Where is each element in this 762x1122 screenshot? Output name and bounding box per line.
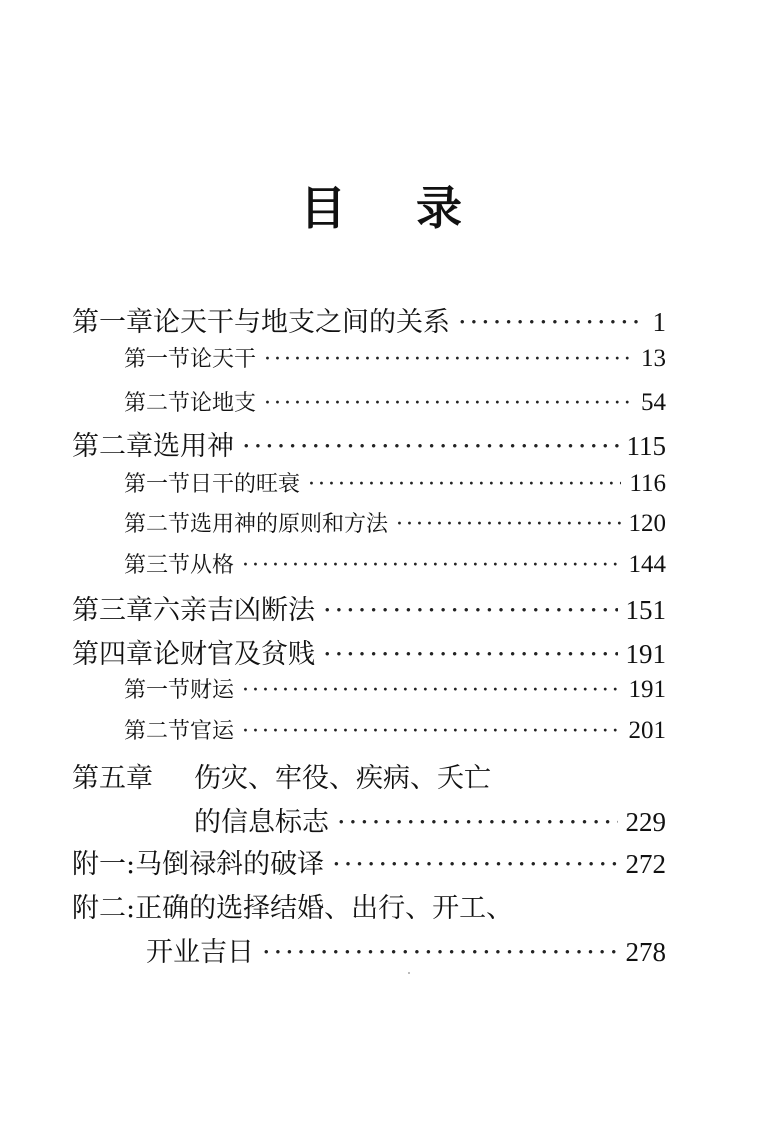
- toc-title-continued: 的信息标志: [194, 807, 329, 838]
- toc-label: 第三章: [72, 595, 153, 626]
- toc-label: 第四章: [72, 639, 153, 670]
- toc-page-number: 54: [641, 389, 666, 416]
- toc-entry[interactable]: [124, 386, 666, 417]
- toc-title: 论天干: [190, 347, 257, 372]
- toc-page-number: 278: [625, 937, 666, 967]
- toc-page-number: 1: [652, 307, 666, 337]
- toc-leader-dots: [242, 553, 620, 578]
- toc-label: 第二节: [124, 512, 191, 537]
- toc-entry[interactable]: [72, 588, 666, 627]
- toc-label: 第二节: [124, 719, 191, 744]
- toc-leader-dots: [262, 937, 618, 968]
- toc-entry[interactable]: [124, 714, 666, 745]
- toc-entry[interactable]: [194, 800, 666, 839]
- toc-page-number: 115: [626, 431, 666, 461]
- toc-entry[interactable]: [124, 467, 666, 498]
- toc-title: 伤灾、牢役、疾病、夭亡: [194, 763, 491, 794]
- toc-label: 附二:: [72, 893, 136, 924]
- toc-entry[interactable]: [72, 424, 666, 463]
- toc-title-continued: 开业吉日: [146, 937, 254, 968]
- toc-leader-dots: [242, 678, 620, 703]
- page-title: 目录: [300, 181, 532, 235]
- toc-entry[interactable]: [72, 300, 666, 339]
- toc-page-number: 13: [641, 345, 666, 372]
- toc-leader-dots: [323, 639, 618, 670]
- toc-title: 六亲吉凶断法: [153, 595, 315, 626]
- toc-entry-first-line[interactable]: [72, 756, 491, 795]
- toc-leader-dots: [323, 595, 618, 626]
- toc-entry[interactable]: [72, 632, 666, 671]
- toc-title: 论财官及贫贱: [153, 639, 315, 670]
- toc-page-number: 191: [625, 639, 666, 669]
- toc-page-number: 229: [625, 807, 666, 837]
- toc-page-number: 144: [628, 551, 666, 578]
- toc-leader-dots: [308, 472, 621, 497]
- toc-title: 正确的选择结婚、出行、开工、: [135, 893, 514, 924]
- toc-entry[interactable]: [124, 507, 666, 538]
- toc-title: 选用神: [153, 431, 234, 462]
- toc-title: 财运: [190, 678, 235, 703]
- toc-entry[interactable]: [72, 842, 666, 881]
- toc-label: 附一:: [72, 849, 136, 880]
- toc-leader-dots: [264, 347, 633, 372]
- toc-page-number: 191: [628, 676, 666, 703]
- toc-leader-dots: [242, 431, 619, 462]
- toc-page-number: 116: [629, 470, 666, 497]
- toc-page-number: 120: [628, 510, 666, 537]
- toc-label: 第二章: [72, 431, 153, 462]
- toc-title: 官运: [190, 719, 235, 744]
- toc-label: 第一节: [124, 472, 191, 497]
- toc-label: 第一章: [72, 307, 153, 338]
- toc-page-number: 272: [625, 849, 666, 879]
- toc-label: 第三节: [124, 553, 191, 578]
- toc-leader-dots: [242, 719, 620, 744]
- toc-title: 从格: [190, 553, 235, 578]
- toc-entry-first-line[interactable]: [72, 886, 513, 925]
- toc-leader-dots: [396, 512, 620, 537]
- scan-speck: [408, 972, 410, 974]
- toc-label: 第五章: [72, 763, 153, 794]
- toc-title: 选用神的原则和方法: [190, 512, 389, 537]
- toc-page-number: 151: [625, 595, 666, 625]
- toc-page-number: 201: [628, 717, 666, 744]
- toc-entry[interactable]: [124, 548, 666, 579]
- toc-leader-dots: [337, 807, 618, 838]
- toc-label: 第一节: [124, 678, 191, 703]
- toc-leader-dots: [264, 391, 633, 416]
- toc-label: 第一节: [124, 347, 191, 372]
- toc-title: 论天干与地支之间的关系: [153, 307, 450, 338]
- toc-title: 论地支: [190, 391, 257, 416]
- toc-entry[interactable]: [124, 342, 666, 373]
- toc-entry[interactable]: [124, 673, 666, 704]
- toc-entry[interactable]: [146, 930, 666, 969]
- toc-label: 第二节: [124, 391, 191, 416]
- toc-leader-dots: [458, 307, 645, 338]
- toc-title: 马倒禄斜的破译: [135, 849, 325, 880]
- toc-title: 日干的旺衰: [190, 472, 301, 497]
- toc-leader-dots: [332, 849, 617, 880]
